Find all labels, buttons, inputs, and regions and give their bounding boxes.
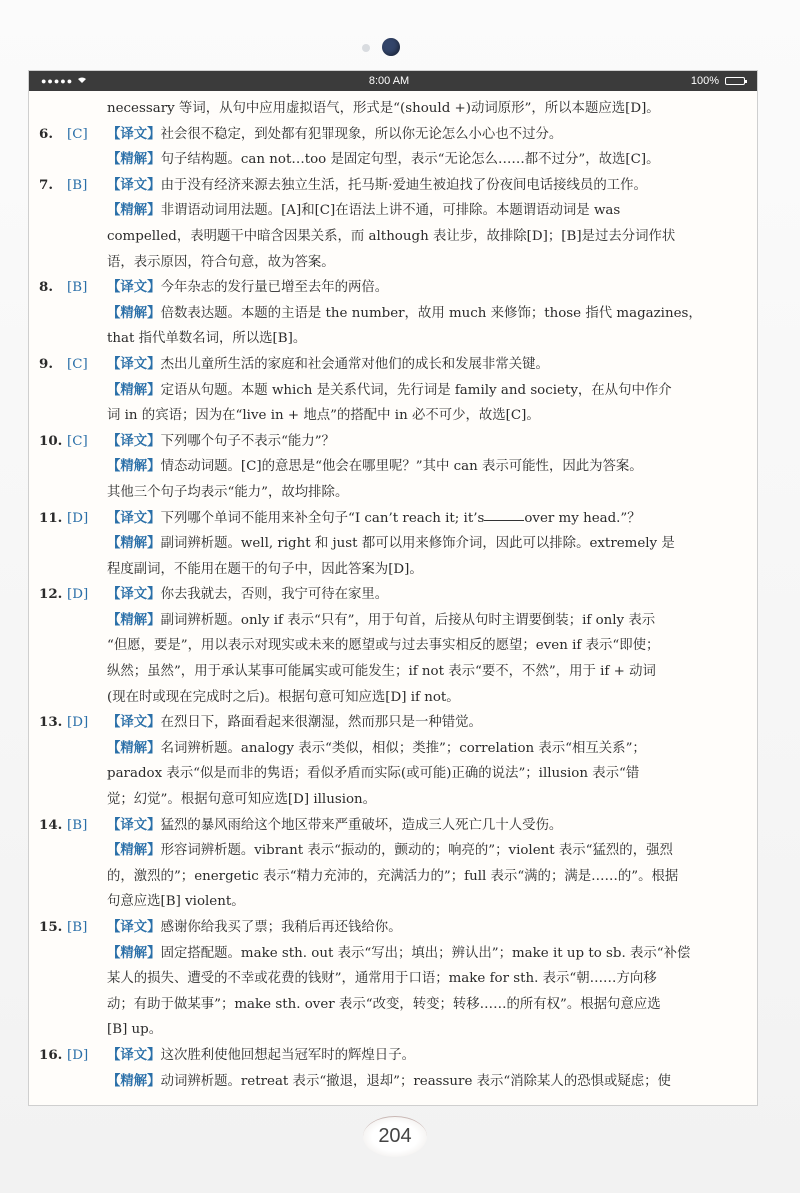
page-number: 204 (363, 1116, 427, 1157)
question-number: 12. (39, 586, 63, 603)
answer-letter: [B] (67, 920, 88, 935)
analysis-line (39, 301, 749, 327)
analysis-line (39, 736, 749, 762)
translation-tag: 【译文】 (107, 714, 161, 731)
analysis-line: 语，表示原因，符合句意，故为答案。 (107, 254, 335, 270)
answer-letter: [B] (67, 177, 88, 193)
analysis-line (39, 608, 749, 634)
analysis-line (39, 198, 749, 224)
analysis-text: 名词辨析题。analogy 表示“类似，相似；类推”；correlation 表示“相互关系”； (160, 740, 646, 756)
battery-icon (725, 77, 745, 85)
entry-6 (39, 122, 749, 148)
translation-tag: 【译文】 (107, 919, 161, 935)
text-line: necessary 等词，从句中应用虚拟语气，形式是“(should +)动词原形”，所以本题应选[D]。 (107, 101, 660, 116)
translation-tag: 【译文】 (107, 586, 161, 603)
analysis-text: 定语从句题。本题 which 是关系代词，先行词是 family and society，在从句中作介 (160, 382, 672, 398)
analysis-line: that 指代单数名词，所以选[B]。 (107, 331, 307, 347)
question-number: 15. (39, 919, 63, 935)
answer-letter: [D] (67, 1047, 89, 1063)
analysis-tag: 【精解】 (107, 458, 161, 475)
analysis-text: 副词辨析题。only if 表示“只有”，用于句首，后接从句时主谓要倒装；if only 表示 (160, 612, 656, 628)
entry-9 (39, 352, 749, 378)
question-number: 7. (39, 176, 53, 193)
signal-indicator (41, 76, 87, 86)
analysis-tag: 【精解】 (107, 944, 161, 961)
entry-11 (39, 506, 749, 532)
entry-7 (39, 173, 749, 199)
wifi-icon (77, 76, 87, 86)
sensor-dot (362, 44, 370, 52)
translation-tag: 【译文】 (107, 509, 161, 526)
analysis-tag: 【精解】 (107, 739, 161, 756)
answer-letter: [B] (67, 817, 88, 833)
status-bar (29, 71, 757, 91)
fill-blank (484, 506, 524, 521)
translation-tag: 【译文】 (107, 816, 161, 833)
analysis-line (39, 838, 749, 864)
status-time: 8:00 AM (368, 75, 410, 87)
battery-status (691, 75, 745, 87)
translation-text: 在烈日下，路面看起来很潮湿，然而那只是一种错觉。 (160, 715, 482, 731)
analysis-text: 动词辨析题。retreat 表示“撤退，退却”；reassure 表示“消除某人的恐惧或疑虑；使 (160, 1073, 671, 1089)
analysis-text: 非谓语动词用法题。[A]和[C]在语法上讲不通，可排除。本题谓语动词是 was (160, 203, 621, 219)
analysis-tag: 【精解】 (107, 611, 161, 628)
entry-12 (39, 582, 749, 608)
entry-10 (39, 429, 749, 455)
battery-percent: 100% (690, 75, 719, 87)
analysis-line: 句意应选[B] violent。 (107, 894, 245, 910)
question-number: 11. (39, 509, 63, 526)
translation-text: 杰出儿童所生活的家庭和社会通常对他们的成长和发展非常关键。 (160, 356, 549, 372)
analysis-tag: 【精解】 (107, 535, 161, 552)
entry-8 (39, 275, 749, 301)
analysis-tag: 【精解】 (107, 842, 161, 859)
analysis-line (39, 531, 749, 557)
analysis-line: 纵然；虽然”，用于承认某事可能属实或可能发生；if not 表示“要不，不然”，用于 if + 动词 (107, 664, 656, 680)
translation-tag: 【译文】 (107, 279, 161, 296)
translation-text: 猛烈的暴风雨给这个地区带来严重破坏，造成三人死亡几十人受伤。 (160, 817, 563, 833)
answer-letter: [D] (67, 510, 89, 526)
analysis-line: 某人的损失、遭受的不幸或花费的钱财”，通常用于口语；make for sth. 表示“朝……方向移 (107, 971, 657, 987)
analysis-tag: 【精解】 (107, 1072, 161, 1089)
entry-13 (39, 710, 749, 736)
analysis-line: compelled，表明题干中暗含因果关系，而 although 表让步，故排除[D]；[B]是过去分词作状 (107, 228, 676, 244)
answer-letter: [B] (67, 280, 88, 296)
entry-14 (39, 813, 749, 839)
analysis-line: 词 in 的宾语；因为在“live in + 地点”的搭配中 in 必不可少，故选[C]。 (107, 408, 540, 424)
analysis-tag: 【精解】 (107, 304, 161, 321)
page-content (29, 91, 757, 1094)
answer-letter: [C] (67, 356, 88, 372)
analysis-line: (现在时或现在完成时之后)。根据句意可知应选[D] if not。 (107, 689, 460, 705)
analysis-text: 情态动词题。[C]的意思是“他会在哪里呢？”其中 can 表示可能性，因此为答案。 (160, 459, 643, 475)
translation-text: 感谢你给我买了票；我稍后再还钱给你。 (160, 920, 402, 935)
answer-letter: [C] (67, 433, 88, 449)
analysis-line: 动；有助于做某事”；make sth. over 表示“改变，转变；转移……的所有权”。根据句意应选 (107, 996, 661, 1012)
analysis-line (39, 941, 749, 967)
analysis-line (39, 1069, 749, 1095)
translation-tag: 【译文】 (107, 432, 161, 449)
analysis-text: 倍数表达题。本题的主语是 the number，故用 much 来修饰；those 指代 magazines， (160, 305, 702, 321)
answer-letter: [C] (67, 126, 88, 142)
analysis-line: 的，激烈的”；energetic 表示“精力充沛的，充满活力的”；full 表示“满的；满是……的”。根据 (107, 868, 679, 884)
analysis-line (39, 454, 749, 480)
translation-text-end: over my head.”？ (524, 510, 641, 526)
analysis-line: paradox 表示“似是而非的隽语；看似矛盾而实际(或可能)正确的说法”；illusion 表示“错 (107, 766, 640, 782)
analysis-line: 觉；幻觉”。根据句意可知应选[D] illusion。 (107, 792, 377, 808)
question-number: 6. (39, 125, 53, 142)
question-number: 16. (39, 1046, 63, 1063)
analysis-tag: 【精解】 (107, 381, 161, 398)
question-number: 9. (39, 355, 53, 372)
analysis-tag: 【精解】 (107, 202, 161, 219)
translation-tag: 【译文】 (107, 1046, 161, 1063)
translation-text: 社会很不稳定，到处都有犯罪现象，所以你无论怎么小心也不过分。 (160, 126, 563, 142)
translation-text: 由于没有经济来源去独立生活，托马斯·爱迪生被迫找了份夜间电话接线员的工作。 (160, 177, 647, 193)
entry-15 (39, 915, 749, 941)
question-number: 13. (39, 714, 63, 731)
camera-lens (382, 38, 400, 56)
translation-tag: 【译文】 (107, 176, 161, 193)
answer-letter: [D] (67, 587, 89, 603)
translation-text: 这次胜利使他回想起当冠军时的辉煌日子。 (160, 1047, 415, 1063)
analysis-text: 形容词辨析题。vibrant 表示“振动的，颤动的；响亮的”；violent 表示“猛烈的，强烈 (160, 843, 673, 859)
analysis-line: 程度副词，不能用在题干的句子中，因此答案为[D]。 (107, 561, 423, 577)
translation-text: 下列哪个单词不能用来补全句子“I can’t reach it; it’s (160, 510, 485, 526)
analysis-line: “但愿，要是”，用以表示对现实或未来的愿望或与过去事实相反的愿望；even if 表示“即使； (107, 638, 660, 654)
screen (28, 70, 758, 1106)
analysis-text: 句子结构题。can not…too 是固定句型，表示“无论怎么……都不过分”，故选[C]。 (160, 152, 660, 168)
translation-tag: 【译文】 (107, 125, 161, 142)
translation-text: 你去我就去，否则，我宁可待在家里。 (160, 587, 389, 603)
analysis-text: 副词辨析题。well, right 和 just 都可以用来修饰介词，因此可以排除。extremely 是 (160, 536, 675, 552)
analysis-line: [B] up。 (107, 1022, 163, 1038)
question-number: 10. (39, 432, 63, 449)
analysis-text: 固定搭配题。make sth. out 表示“写出；填出；辨认出”；make it up to sb. 表示“补偿 (160, 945, 691, 961)
question-number: 8. (39, 279, 53, 296)
signal-dots-icon: ●●●●● (41, 76, 74, 86)
translation-text: 今年杂志的发行量已增至去年的两倍。 (160, 280, 389, 296)
analysis-line: 其他三个句子均表示“能力”，故均排除。 (107, 484, 349, 500)
analysis-tag: 【精解】 (107, 151, 161, 168)
entry-16 (39, 1043, 749, 1069)
translation-text: 下列哪个句子不表示“能力”？ (160, 433, 335, 449)
analysis-line (39, 378, 749, 404)
question-number: 14. (39, 816, 63, 833)
page-number-badge (360, 1112, 430, 1160)
answer-letter: [D] (67, 715, 89, 731)
translation-tag: 【译文】 (107, 355, 161, 372)
analysis-line (39, 147, 749, 173)
